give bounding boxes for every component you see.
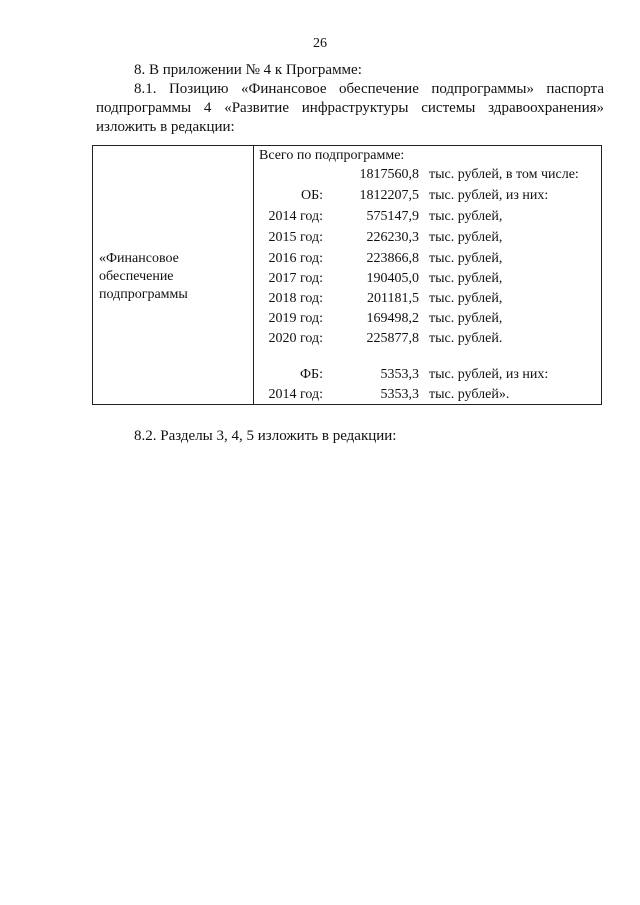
total-label: Всего по подпрограмме: <box>259 148 405 163</box>
row-unit: тыс. рублей, <box>429 209 503 224</box>
row-label: 2017 год: <box>268 271 323 286</box>
table-row <box>253 208 601 226</box>
row-unit: тыс. рублей, <box>429 311 503 326</box>
row-label: 2014 год: <box>268 387 323 402</box>
row-value: 5353,3 <box>380 387 419 402</box>
row-label: 2018 год: <box>268 291 323 306</box>
row-unit: тыс. рублей. <box>429 331 503 346</box>
row-value: 169498,2 <box>366 311 419 326</box>
financing-table <box>92 145 602 405</box>
row-value: 201181,5 <box>367 291 419 306</box>
financing-label-cell: «Финансовое обеспечение подпрограммы <box>99 251 188 302</box>
financing-values-cell <box>253 146 601 404</box>
row-label: ФБ: <box>300 367 323 382</box>
row-unit: тыс. рублей, <box>429 291 503 306</box>
row-value: 1812207,5 <box>359 188 419 203</box>
row-label: 2019 год: <box>268 311 323 326</box>
table-row <box>253 166 601 184</box>
row-unit: тыс. рублей, из них: <box>429 367 549 382</box>
row-value: 226230,3 <box>366 230 419 245</box>
table-row <box>253 229 601 247</box>
row-value: 5353,3 <box>380 367 419 382</box>
row-unit: тыс. рублей, <box>429 251 503 266</box>
row-value: 190405,0 <box>366 271 419 286</box>
page-number: 26 <box>313 36 327 51</box>
row-value: 225877,8 <box>366 331 419 346</box>
row-unit: тыс. рублей, <box>429 230 503 245</box>
row-unit: тыс. рублей, в том числе: <box>429 167 579 182</box>
row-label: ОБ: <box>300 188 323 203</box>
table-row <box>253 330 601 348</box>
paragraph-8-2: 8.2. Разделы 3, 4, 5 изложить в редакции: <box>134 428 397 444</box>
row-value: 223866,8 <box>366 251 419 266</box>
table-row <box>253 187 601 205</box>
paragraph-8: 8. В приложении № 4 к Программе: <box>134 62 362 78</box>
row-label: 2016 год: <box>268 251 323 266</box>
paragraph-8-1: 8.1. Позицию «Финансовое обеспечение подпрограммы» паспорта подпрограммы 4 «Развитие инфраструктуры системы здравоохранения» изложить в редакции: <box>96 81 604 135</box>
table-row <box>253 250 601 268</box>
row-label: 2014 год: <box>268 209 323 224</box>
table-row <box>253 270 601 288</box>
table-row <box>253 310 601 328</box>
row-unit: тыс. рублей». <box>429 387 510 402</box>
row-unit: тыс. рублей, из них: <box>429 188 549 203</box>
table-row <box>253 386 601 404</box>
table-row <box>253 290 601 308</box>
row-label: 2020 год: <box>268 331 323 346</box>
row-value: 1817560,8 <box>359 167 419 182</box>
row-value: 575147,9 <box>366 209 419 224</box>
row-label: 2015 год: <box>268 230 323 245</box>
row-unit: тыс. рублей, <box>429 271 503 286</box>
table-row <box>253 366 601 384</box>
